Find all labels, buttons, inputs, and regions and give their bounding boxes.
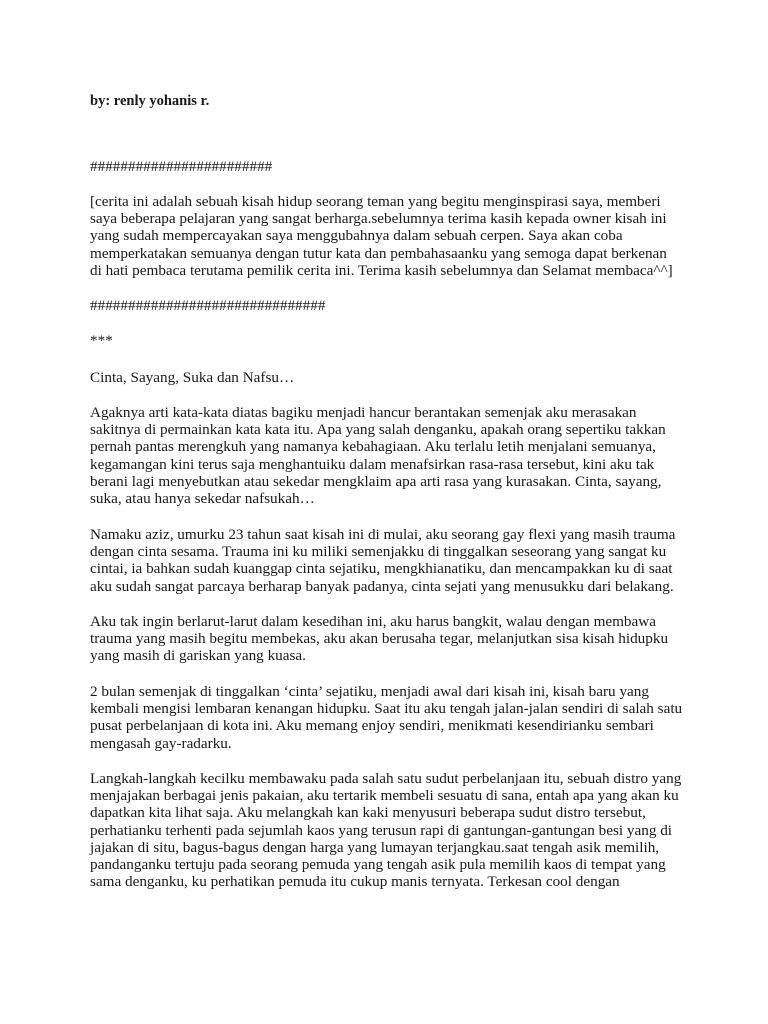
text-line: saya beberapa pelajaran yang sangat berharga.sebelumnya terima kasih kepada owner kisah ini [90, 210, 667, 228]
text-line: yang sudah mempercayakan saya menggubahnya dalam sebuah cerpen. Saya akan coba [90, 227, 623, 245]
intro-paragraph [90, 193, 688, 279]
scene-break-text: *** [90, 332, 113, 349]
text-line: memperkatakan semuanya dengan tutur kata dan pembahasaanku yang semoga dapat berkenan [90, 244, 667, 262]
text-line: trauma yang masih begitu membekas, aku akan berusaha tegar, melanjutkan sisa kisah hidupku [90, 630, 669, 648]
text-line: kegamangan kini terus saja menghantuiku dalam menafsirkan rasa-rasa tersebut, kini aku tak [90, 455, 655, 473]
text-line: di hati pembaca terutama pemilik cerita ini. Terima kasih sebelumnya dan Selamat membaca^^] [90, 261, 673, 279]
separator-text: ######################## [90, 158, 273, 175]
text-line: dapatkan kita lihat saja. Aku melangkah kan kaki menyusuri beberapa sudut distro tersebut, [90, 804, 646, 822]
author-line: by: renly yohanis r. [90, 93, 210, 109]
text-line: Aku tak ingin berlarut-larut dalam kesedihan ini, aku harus bangkit, walau dengan membawa [90, 613, 656, 630]
text-line: [cerita ini adalah sebuah kisah hidup seorang teman yang begitu menginspirasi saya, memberi [90, 193, 661, 210]
paragraph-4 [90, 683, 688, 752]
text-line: mengasah gay-radarku. [90, 734, 232, 752]
text-line: menjajakan berbagai jenis pakaian, aku tertarik membeli sesuatu di sana, entah apa yang akan ku [90, 787, 679, 805]
text-line: Namaku aziz, umurku 23 tahun saat kisah ini di mulai, aku seorang gay flexi yang masih trauma [90, 526, 676, 543]
text-line: 2 bulan semenjak di tinggalkan ‘cinta’ sejatiku, menjadi awal dari kisah ini, kisah baru yang [90, 683, 649, 700]
text-line: sama denganku, ku perhatikan pemuda itu cukup manis ternyata. Terkesan cool dengan [90, 873, 620, 891]
subtitle-text: Cinta, Sayang, Suka dan Nafsu… [90, 369, 295, 386]
scene-break [90, 332, 688, 349]
story-subtitle [90, 369, 688, 386]
text-line: Langkah-langkah kecilku membawaku pada salah satu sudut perbelanjaan itu, sebuah distro yang [90, 770, 682, 787]
text-line: berani lagi menyebutkan atau sekedar mengklaim apa arti rasa yang kurasakan. Cinta, sayang, [90, 472, 662, 490]
paragraph-5 [90, 770, 688, 890]
paragraph-2 [90, 526, 688, 595]
text-line: yang masih di gariskan yang kuasa. [90, 647, 306, 665]
text-line: cintai, ia bahkan sudah kuanggap cinta sejatiku, mengkhianatiku, dan mencampakkan ku di saat [90, 560, 673, 578]
text-line: pernah pantas merengkuh yang namanya kebahagiaan. Aku terlalu letih menjalani semuanya, [90, 438, 656, 456]
text-line: perhatianku terhenti pada sejumlah kaos yang terusun rapi di gantungan-gantungan besi yang di [90, 821, 673, 839]
text-line: dengan cinta sesama. Trauma ini ku miliki semenjakku di tinggalkan seseorang yang sangat ku [90, 543, 667, 561]
text-line: sakitnya di permainkan kata kata itu. Apa yang salah denganku, apakah orang sepertiku takkan [90, 421, 666, 439]
separator-top [90, 158, 688, 175]
separator-text: ############################### [90, 297, 326, 314]
text-line: pandanganku tertuju pada seorang pemuda yang tengah asik pula memilih kaos di tempat yang [90, 856, 666, 874]
text-line: pusat perbelanjaan di kota ini. Aku memang enjoy sendiri, menikmati kesendirianku sembari [90, 717, 654, 735]
text-line: Agaknya arti kata-kata diatas bagiku menjadi hancur berantakan semenjak aku merasakan [90, 404, 637, 421]
text-line: jajakan di situ, bagus-bagus dengan harga yang lumayan terjangkau.saat tengah asik memilih, [90, 838, 660, 856]
text-line: kembali mengisi lembaran kenangan hidupku. Saat itu aku tengah jalan-jalan sendiri di salah satu [90, 700, 683, 718]
text-line: suka, atau hanya sekedar nafsukah… [90, 490, 315, 508]
separator-bottom [90, 297, 688, 314]
paragraph-1 [90, 404, 688, 507]
paragraph-3 [90, 613, 688, 665]
text-line: aku sudah sangat parcaya berharap banyak padanya, cinta sejati yang menusukku dari belakang. [90, 577, 674, 595]
